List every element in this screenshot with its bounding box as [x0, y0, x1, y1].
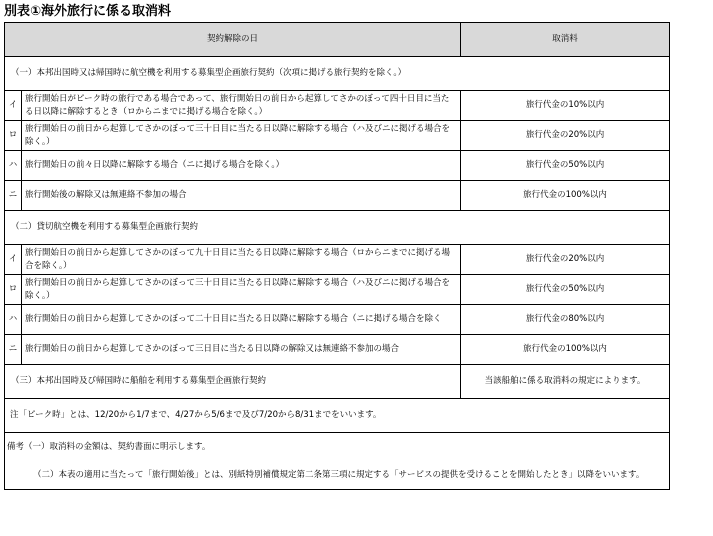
table-row — [5, 335, 670, 365]
table-row — [5, 305, 670, 335]
row-key: ロ — [5, 121, 22, 151]
page-title: 別表①海外旅行に係る取消料 — [4, 4, 172, 19]
section2-label: （二）貸切航空機を利用する募集型企画旅行契約 — [5, 211, 670, 245]
section3-label: （三）本邦出国時及び帰国時に船舶を利用する募集型企画旅行契約 — [5, 365, 461, 399]
row-fee: 旅行代金の20%以内 — [461, 121, 670, 151]
row-condition: 旅行開始日の前日から起算してさかのぼって九十日目に当たる日以降に解除する場合（ロからニまでに掲げる場合を除く。） — [22, 245, 461, 275]
table-row — [5, 181, 670, 211]
remark-1: 備考（一）取消料の金額は、契約書面に明示します。 — [5, 433, 670, 462]
section1-label: （一）本邦出国時又は帰国時に航空機を利用する募集型企画旅行契約（次項に掲げる旅行契約を除く。） — [5, 57, 670, 91]
row-condition: 旅行開始後の解除又は無連絡不参加の場合 — [22, 181, 461, 211]
cancellation-fee-table — [4, 22, 670, 490]
row-key: ロ — [5, 275, 22, 305]
row-fee: 旅行代金の100%以内 — [461, 335, 670, 365]
row-condition: 旅行開始日の前日から起算してさかのぼって二十日目に当たる日以降に解除する場合（ニに掲げる場合を除く — [22, 305, 461, 335]
table-row — [5, 275, 670, 305]
table-row — [5, 151, 670, 181]
section2-header — [5, 211, 670, 245]
table-row — [5, 91, 670, 121]
remarks-row-2 — [5, 461, 670, 490]
table-row — [5, 245, 670, 275]
remarks-row-1 — [5, 433, 670, 462]
row-key: ニ — [5, 181, 22, 211]
row-fee: 旅行代金の10%以内 — [461, 91, 670, 121]
row-fee: 旅行代金の50%以内 — [461, 275, 670, 305]
header-cancel-date: 契約解除の日 — [5, 23, 461, 57]
row-key: イ — [5, 245, 22, 275]
table-row — [5, 121, 670, 151]
row-key: イ — [5, 91, 22, 121]
row-condition: 旅行開始日がピーク時の旅行である場合であって、旅行開始日の前日から起算してさかのぼって四十日目に当たる日以降に解除するとき（ロからニまでに掲げる場合を除く。） — [22, 91, 461, 121]
row-key: ニ — [5, 335, 22, 365]
row-fee: 旅行代金の100%以内 — [461, 181, 670, 211]
remark-2: （二）本表の適用に当たって「旅行開始後」とは、別紙特別補償規定第二条第三項に規定する「サービスの提供を受けることを開始したとき」以降をいいます。 — [5, 461, 670, 490]
section3-row — [5, 365, 670, 399]
row-key: ハ — [5, 151, 22, 181]
row-condition: 旅行開始日の前々日以降に解除する場合（ニに掲げる場合を除く。） — [22, 151, 461, 181]
row-fee: 旅行代金の20%以内 — [461, 245, 670, 275]
row-condition: 旅行開始日の前日から起算してさかのぼって三十日目に当たる日以降に解除する場合（ハ及びニに掲げる場合を除く。） — [22, 275, 461, 305]
row-condition: 旅行開始日の前日から起算してさかのぼって三十日目に当たる日以降に解除する場合（ハ及びニに掲げる場合を除く。） — [22, 121, 461, 151]
row-fee: 旅行代金の50%以内 — [461, 151, 670, 181]
row-key: ハ — [5, 305, 22, 335]
header-fee: 取消料 — [461, 23, 670, 57]
section3-fee: 当該船舶に係る取消料の規定によります。 — [461, 365, 670, 399]
section1-header — [5, 57, 670, 91]
table-header-row — [5, 23, 670, 57]
row-condition: 旅行開始日の前日から起算してさかのぼって三日目に当たる日以降の解除又は無連絡不参加の場合 — [22, 335, 461, 365]
note-row — [5, 399, 670, 433]
peak-note: 注「ピーク時」とは、12/20から1/7まで、4/27から5/6まで及び7/20から8/31までをいいます。 — [5, 399, 670, 433]
row-fee: 旅行代金の80%以内 — [461, 305, 670, 335]
